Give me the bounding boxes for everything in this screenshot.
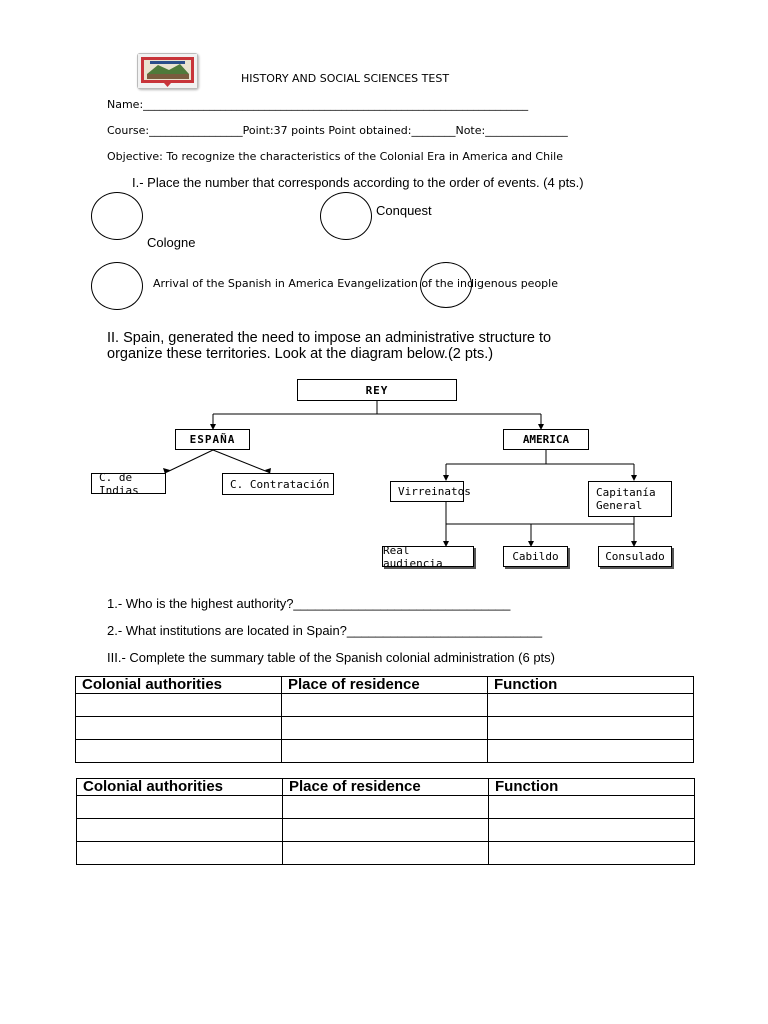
table-row	[76, 740, 694, 763]
table-cell[interactable]	[489, 819, 695, 842]
table-cell[interactable]	[76, 694, 282, 717]
table-cell[interactable]	[488, 717, 694, 740]
answer-circle[interactable]	[91, 192, 143, 240]
table-row	[76, 694, 694, 717]
objective-line: Objective: To recognize the characteristics of the Colonial Era in America and Chile	[107, 150, 563, 163]
diagram-box-consulado: Consulado	[598, 546, 672, 567]
table-cell[interactable]	[282, 717, 488, 740]
table-row	[77, 842, 695, 865]
course-line: Course:_________________Point:37 points Point obtained:________Note:_______________	[107, 124, 568, 137]
table-cell[interactable]	[488, 740, 694, 763]
table-cell[interactable]	[283, 796, 489, 819]
table-row	[76, 717, 694, 740]
question-1: 1.- Who is the highest authority?______________________________	[107, 596, 511, 611]
table-header-row	[76, 677, 694, 694]
column-header: Function	[489, 779, 695, 796]
answer-circle[interactable]	[320, 192, 372, 240]
table-cell[interactable]	[282, 694, 488, 717]
event-cologne: Cologne	[147, 235, 196, 250]
column-header: Colonial authorities	[76, 677, 282, 694]
column-header: Place of residence	[282, 677, 488, 694]
event-conquest: Conquest	[376, 203, 432, 218]
diagram-box-rey: REY	[297, 379, 457, 401]
table-cell[interactable]	[76, 717, 282, 740]
table-cell[interactable]	[488, 694, 694, 717]
table-header-row	[77, 779, 695, 796]
diagram-box-real-audiencia: Real audiencia	[382, 546, 474, 567]
section2-intro-line1: II. Spain, generated the need to impose an administrative structure to	[107, 330, 552, 346]
events-line: Arrival of the Spanish in America Evangelization of the indigenous people	[153, 277, 558, 290]
section1-instruction: I.- Place the number that corresponds according to the order of events. (4 pts.)	[132, 175, 584, 190]
capitania-line2: General	[596, 499, 643, 512]
table-cell[interactable]	[77, 819, 283, 842]
diagram-box-america: AMERICA	[503, 429, 589, 450]
school-logo-icon	[138, 54, 197, 88]
column-header: Colonial authorities	[77, 779, 283, 796]
table-cell[interactable]	[76, 740, 282, 763]
diagram-box-virreinatos: Virreinatos	[390, 481, 464, 502]
table-row	[77, 819, 695, 842]
section2-intro-line2: organize these territories. Look at the diagram below.(2 pts.)	[107, 346, 494, 362]
section3-instruction: III.- Complete the summary table of the Spanish colonial administration (6 pts)	[107, 650, 555, 665]
page-title: HISTORY AND SOCIAL SCIENCES TEST	[241, 72, 450, 85]
capitania-line1: Capitanía	[596, 486, 656, 499]
summary-table-2	[76, 778, 695, 865]
table-cell[interactable]	[283, 819, 489, 842]
table-cell[interactable]	[77, 842, 283, 865]
table-cell[interactable]	[489, 796, 695, 819]
answer-circle[interactable]	[91, 262, 143, 310]
name-line: Name:______________________________________________________________________	[107, 98, 529, 111]
column-header: Function	[488, 677, 694, 694]
table-row	[77, 796, 695, 819]
question-2: 2.- What institutions are located in Spain?___________________________	[107, 623, 543, 638]
answer-circle[interactable]	[420, 262, 472, 308]
table-cell[interactable]	[489, 842, 695, 865]
table-cell[interactable]	[77, 796, 283, 819]
column-header: Place of residence	[283, 779, 489, 796]
diagram-box-capitania	[588, 481, 672, 517]
summary-table-1	[75, 676, 694, 763]
diagram-box-contratacion: C. Contratación	[222, 473, 334, 495]
diagram-box-indias: C. de Indias	[91, 473, 166, 494]
table-cell[interactable]	[282, 740, 488, 763]
diagram-box-espana: ESPAÑA	[175, 429, 250, 450]
diagram-box-cabildo: Cabildo	[503, 546, 568, 567]
school-logo	[137, 53, 198, 89]
table-cell[interactable]	[283, 842, 489, 865]
